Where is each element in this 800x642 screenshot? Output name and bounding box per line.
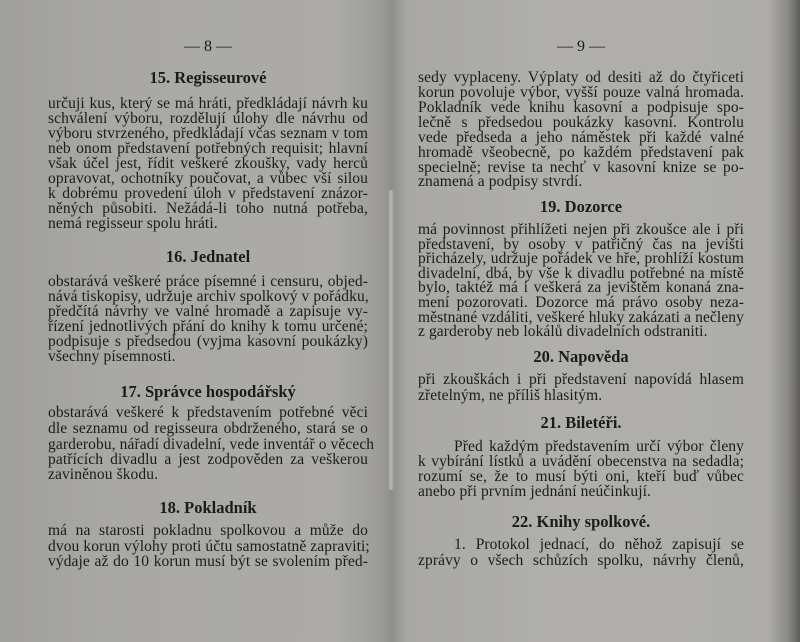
left-page — [0, 0, 392, 642]
paragraph-line: schválení výboru, rozdělují úlohy dle návrhu od — [48, 110, 368, 127]
section-heading: 16. Jednatel — [165, 247, 251, 266]
section-heading: 21. Biletéři. — [540, 413, 622, 432]
paragraph-line: garderobu, nářadí divadelní, vede inventář o věcech — [48, 436, 375, 453]
paragraph-line: řízení jednotlivých přání do knihy k tomu určené; — [48, 318, 368, 335]
paragraph-line: dvou korun výlohy proti účtu samostatně zapraviti; — [48, 538, 370, 555]
paragraph-line: anebo při prvním jednání neúčinkují. — [418, 483, 652, 500]
paragraph-line: obstarává veškeré k představením potřebné věci — [48, 404, 368, 421]
paragraph-line: zaviněnou škodu. — [48, 466, 159, 483]
paragraph-line: určuji kus, který se má hráti, předkládají návrh ku — [48, 95, 368, 112]
paragraph-line: specielně; revise ta nechť v kasovní knize se po- — [418, 159, 744, 176]
paragraph-line: podpisuje s předsedou (vyjma kasovní poukázky) — [48, 333, 368, 350]
paragraph-line: korun povoluje výbor, vyšší pouze valná hromada. — [418, 84, 744, 101]
paragraph-line: opravovat, ochotníky poučovat, a vůbec vší silou — [48, 170, 368, 187]
paragraph-line: lečně s předsedou poukázky kasovní. Kontrolu — [418, 114, 744, 131]
paragraph-line: k dobrému provedení úloh v představení znázor- — [48, 185, 368, 202]
section-heading: 18. Pokladník — [159, 498, 257, 517]
paragraph-line: zprávy o všech schůzích spolku, návrhy členů, — [418, 552, 744, 569]
paragraph-line: obstarává veškeré práce písemné i censuru, objed- — [48, 273, 368, 290]
paragraph-line: z garderoby neb lokálů divadelních odstraniti. — [418, 323, 708, 340]
paragraph-line: neb onom představení potřebných requisit; hlavní — [48, 140, 368, 157]
page-number: — 9 — — [557, 38, 605, 55]
paragraph-line: rozumí se, že to musí býti oni, kteří buď vůbec — [418, 468, 744, 485]
paragraph-line: něných působiti. Nežádá-li toho nutná potřeba, — [48, 200, 368, 217]
page-number: — 8 — — [184, 38, 232, 55]
paragraph-line: dle seznamu od regisseura obdrženého, stará se o — [48, 420, 368, 437]
paragraph-line: Pokladník vede knihu kasovní a podpisuje spo- — [418, 99, 744, 116]
section-heading: 15. Regisseurové — [149, 68, 267, 87]
paragraph-line: mení pozorovati. Dozorce má právo osoby neza- — [418, 294, 744, 311]
paragraph-line: nává tiskopisy, udržuje archiv spolkový v pořádku, — [48, 288, 369, 305]
paragraph-line: Před každým představením určí výbor členy — [454, 438, 744, 455]
paragraph-line: předčítá návrhy ve valné hromadě a zapisuje vy- — [48, 303, 368, 320]
paragraph-line: přicházely, udržuje pořádek ve hře, prohlíží kostum — [418, 250, 744, 267]
paragraph-line: má povinnost přihlížeti nejen při zkoušce ale i při — [418, 221, 744, 238]
paragraph-line: výboru stvrzeného, předkládají včas seznam v tom — [48, 125, 368, 142]
paragraph-line: k vybírání lístků a uvádění obecenstva na sedadla; — [418, 453, 744, 470]
paragraph-line: divadelní, dbá, by vše k divadlu potřebné na místě — [418, 265, 744, 282]
section-heading: 19. Dozorce — [539, 197, 623, 216]
paragraph-line: znamená a podpisy stvrdí. — [418, 173, 583, 190]
paragraph-line: nemá regisseur spolu hráti. — [48, 215, 218, 232]
paragraph-line: představení, by osoby v patřičný čas na jevišti — [418, 236, 744, 253]
right-page — [392, 0, 800, 642]
paragraph-line: výdaje až do 10 korun musí být se svolením před- — [48, 553, 368, 570]
section-heading: 17. Správce hospodářský — [120, 382, 296, 401]
paragraph-line: hromadě všeobecně, po každém představení pak — [418, 144, 744, 161]
paragraph-line: všechny písemnosti. — [48, 348, 176, 365]
book-gutter-fold — [388, 190, 394, 490]
paragraph-line: sedy vyplaceny. Výplaty od desiti až do čtyřiceti — [418, 69, 744, 86]
paragraph-line: bylo, taktéž má i veškerá za jevištěm konaná zna- — [418, 279, 744, 296]
paragraph-line: při zkouškách i při představení napovídá hlasem — [418, 371, 744, 388]
paragraph-line: patřících divadlu a jest zodpověden za veškerou — [48, 451, 368, 468]
paragraph-line: má na starosti pokladnu spolkovou a může do — [48, 522, 368, 539]
paragraph-line: však účel jest, řídit veškeré zkoušky, vady herců — [48, 155, 368, 172]
paragraph-line: vede předseda a jeho náměstek při každé valné — [418, 129, 744, 146]
section-heading: 20. Napověda — [533, 347, 629, 366]
paragraph-line: zřetelným, ne příliš hlasitým. — [418, 387, 603, 404]
paragraph-line: městnané vzdáliti, veškeré hluky zakázati a nečleny — [418, 309, 744, 326]
paragraph-line: 1. Protokol jednací, do něhož zapisují se — [454, 536, 744, 553]
section-heading: 22. Knihy spolkové. — [511, 512, 651, 531]
